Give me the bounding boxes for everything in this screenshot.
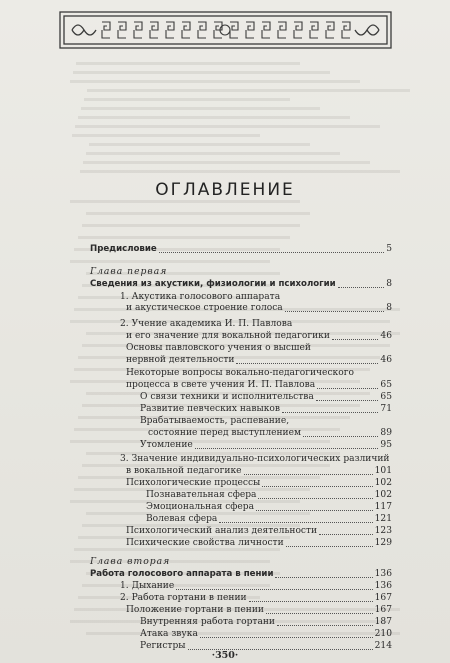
leader-dots [258, 498, 372, 499]
toc-entry-title: Атака звука [140, 629, 198, 639]
leader-dots [249, 601, 373, 602]
toc-entry[interactable] [126, 525, 392, 537]
toc-entry-page: 167 [374, 605, 392, 615]
leader-dots [219, 522, 372, 523]
leader-dots [266, 613, 373, 614]
chapter-heading: Глава первая [90, 266, 168, 277]
leader-dots [332, 339, 379, 340]
toc-entry[interactable] [126, 379, 392, 391]
chapter-heading: Глава вторая [90, 556, 171, 567]
toc-entry[interactable] [140, 403, 392, 415]
leader-dots [195, 448, 379, 449]
toc-entry-title: 2. Учение академика И. П. Павлова [120, 319, 293, 329]
toc-entry[interactable] [140, 391, 392, 403]
toc-entry-title: Эмоциональная сфера [146, 502, 255, 512]
toc-entry-title: Положение гортани в пении [126, 605, 264, 615]
toc-entry-title: Врабатываемость, распевание, [140, 416, 290, 426]
toc-entry[interactable] [90, 568, 392, 580]
toc-entry-title: Внутренняя работа гортани [140, 617, 275, 627]
toc-entry-title: Психологический анализ деятельности [126, 526, 318, 536]
toc-entry-page: 167 [374, 593, 392, 603]
toc-entry-title: Некоторые вопросы вокально-педагогического [126, 368, 354, 378]
toc-entry-title: О связи техники и исполнительства [140, 392, 314, 402]
toc-entry-page: 89 [380, 428, 392, 438]
toc-entry-page: 102 [374, 490, 392, 500]
leader-dots [319, 534, 373, 535]
toc-entry-title: состояние перед выступлением [148, 428, 302, 438]
toc-entry[interactable] [140, 628, 392, 640]
toc-entry[interactable] [90, 243, 392, 255]
toc-entry[interactable] [140, 439, 392, 451]
toc-entry[interactable] [126, 330, 392, 342]
toc-entry-page: 5 [386, 244, 392, 254]
toc-entry-page: 210 [374, 629, 392, 639]
toc-entry-page: 121 [374, 514, 392, 524]
page-number: ·350· [211, 650, 239, 661]
toc-entry[interactable] [90, 278, 392, 290]
toc-entry[interactable] [120, 592, 392, 604]
toc-entry-title: нервной деятельности [126, 355, 235, 365]
toc-entry-title: Работа голосового аппарата в пении [90, 569, 274, 579]
toc-entry[interactable] [140, 616, 392, 628]
toc-entry-page: 71 [380, 404, 392, 414]
toc-entry[interactable] [126, 354, 392, 366]
toc-entry[interactable] [126, 465, 392, 477]
toc-entry-title: 2. Работа гортани в пении [120, 593, 247, 603]
toc-entry-page: 8 [386, 303, 392, 313]
toc-entry-page: 102 [374, 478, 392, 488]
leader-dots [285, 311, 384, 312]
toc-entry[interactable] [126, 537, 392, 549]
toc-entry-page: 65 [380, 380, 392, 390]
toc-entry-title: 1. Дыхание [120, 581, 175, 591]
toc-entry-title: Утомление [140, 440, 193, 450]
toc-entry[interactable] [126, 302, 392, 314]
toc-entry-page: 187 [374, 617, 392, 627]
toc-entry-page: 136 [374, 569, 392, 579]
leader-dots [317, 388, 378, 389]
leader-dots [338, 287, 385, 288]
toc-entry-title: Сведения из акустики, физиологии и психологии [90, 279, 336, 289]
toc-entry-page: 46 [380, 355, 392, 365]
toc-entry-page: 123 [374, 526, 392, 536]
toc-entry-page: 46 [380, 331, 392, 341]
toc-entry-title: Предисловие [90, 244, 157, 254]
toc-entry-page: 95 [380, 440, 392, 450]
leader-dots [176, 589, 372, 590]
toc-entry-title: и его значение для вокальной педагогики [126, 331, 330, 341]
leader-dots [286, 546, 373, 547]
leader-dots [200, 637, 373, 638]
leader-dots [262, 486, 372, 487]
leader-dots [275, 577, 372, 578]
toc-entry[interactable] [148, 427, 392, 439]
toc-entry-page: 65 [380, 392, 392, 402]
toc-entry-title: 1. Акустика голосового аппарата [120, 292, 281, 302]
toc-entry-title: и акустическое строение голоса [126, 303, 283, 313]
toc-entry-title: Психологические процессы [126, 478, 261, 488]
toc-entry-page: 129 [374, 538, 392, 548]
toc-entry-page: 8 [386, 279, 392, 289]
toc-entry[interactable] [126, 477, 392, 489]
toc-entry-page: 117 [374, 502, 392, 512]
toc-entry[interactable] [146, 501, 392, 513]
leader-dots [277, 625, 373, 626]
leader-dots [159, 252, 384, 253]
toc-entry-title: Основы павловского учения о высшей [126, 343, 311, 353]
leader-dots [282, 412, 378, 413]
toc-entry-title: Психические свойства личности [126, 538, 284, 548]
toc-entry-title: в вокальной педагогике [126, 466, 242, 476]
toc-entry[interactable] [146, 513, 392, 525]
toc-entry-title: Развитие певческих навыков [140, 404, 280, 414]
toc-entry-page: 214 [374, 641, 392, 651]
leader-dots [236, 363, 378, 364]
leader-dots [244, 474, 373, 475]
toc-title: ОГЛАВЛЕНИЕ [155, 180, 295, 200]
toc-entry-page: 101 [374, 466, 392, 476]
toc-entry[interactable] [146, 489, 392, 501]
toc-entry-page: 136 [374, 581, 392, 591]
leader-dots [256, 510, 373, 511]
toc-entry[interactable] [126, 604, 392, 616]
toc-entry-title: Волевая сфера [146, 514, 218, 524]
toc-entry-title: процесса в свете учения И. П. Павлова [126, 380, 316, 390]
toc-entry-title: Познавательная сфера [146, 490, 257, 500]
toc-entry[interactable] [120, 580, 392, 592]
toc-entry-title: 3. Значение индивидуально-психологических различий [120, 454, 390, 464]
leader-dots [303, 436, 378, 437]
leader-dots [316, 400, 379, 401]
toc-entry-title: Регистры [140, 641, 186, 651]
